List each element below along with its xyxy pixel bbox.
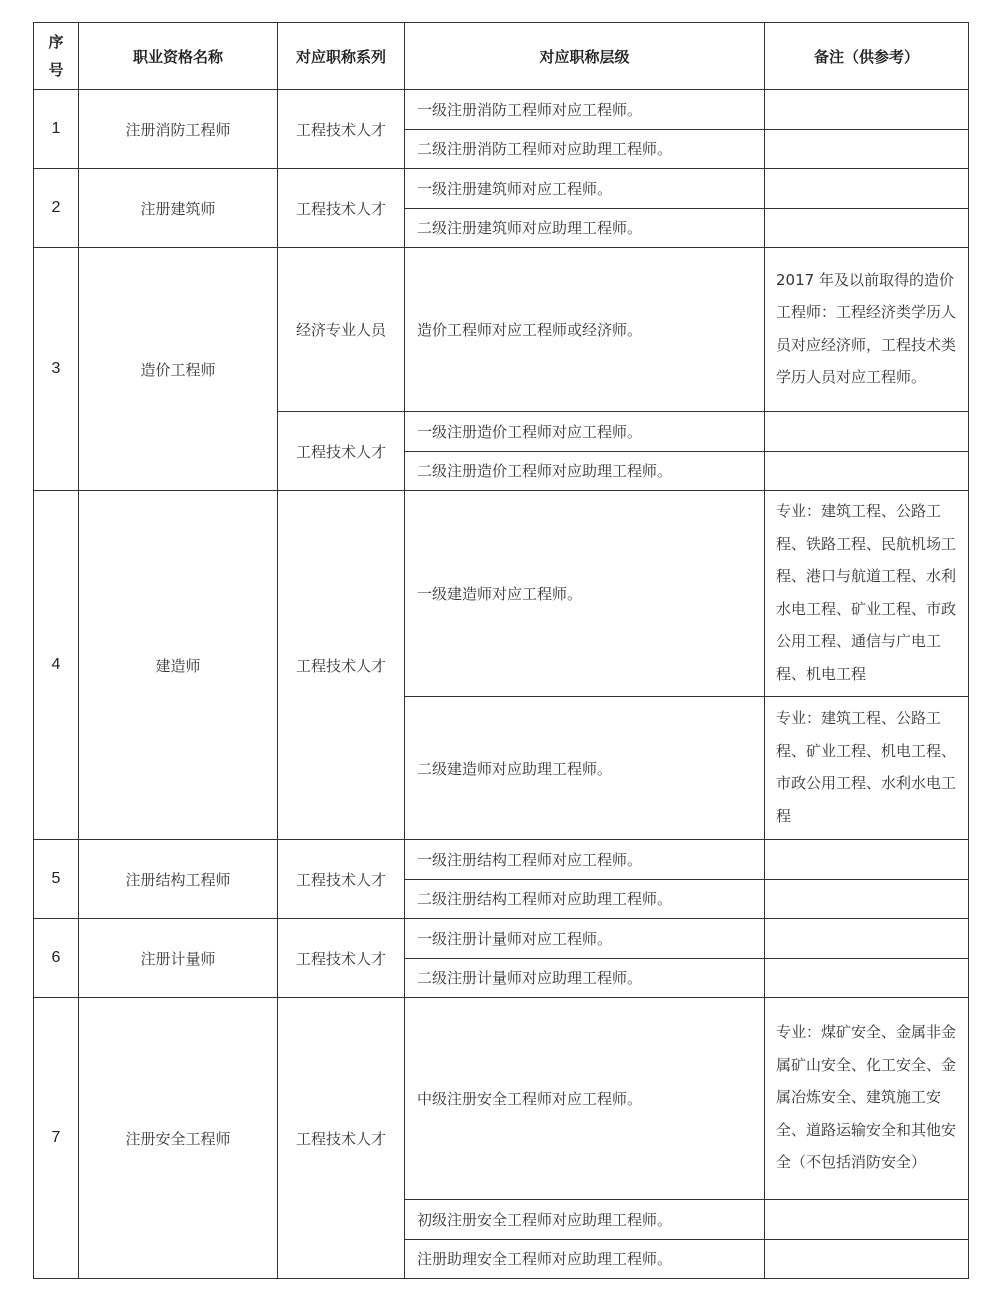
row-level: 一级注册造价工程师对应工程师。: [405, 412, 765, 452]
row-seq: 3: [34, 248, 79, 491]
row-name: 注册计量师: [79, 919, 278, 998]
row-note: [765, 919, 969, 959]
header-note: 备注（供参考）: [765, 23, 969, 90]
row-note: [765, 169, 969, 209]
row-level: 二级注册造价工程师对应助理工程师。: [405, 451, 765, 491]
qualification-table: [33, 22, 969, 1279]
row-level: 二级建造师对应助理工程师。: [405, 697, 765, 840]
row-seq: 7: [34, 998, 79, 1279]
row-series: 工程技术人才: [278, 90, 405, 169]
row-note: [765, 879, 969, 919]
table-row: [34, 248, 969, 412]
row-note: 专业：建筑工程、公路工程、矿业工程、机电工程、市政公用工程、水利水电工程: [765, 697, 969, 840]
row-level: 一级建造师对应工程师。: [405, 491, 765, 697]
row-level: 二级注册计量师对应助理工程师。: [405, 958, 765, 998]
row-note: [765, 208, 969, 248]
row-level: 一级注册计量师对应工程师。: [405, 919, 765, 959]
row-seq: 5: [34, 840, 79, 919]
row-series: 工程技术人才: [278, 998, 405, 1279]
row-seq: 6: [34, 919, 79, 998]
table-row: [34, 840, 969, 880]
table-row: [34, 169, 969, 209]
row-series: 经济专业人员: [278, 248, 405, 412]
row-seq: 2: [34, 169, 79, 248]
row-level: 初级注册安全工程师对应助理工程师。: [405, 1200, 765, 1240]
header-seq: 序号: [34, 23, 79, 90]
row-seq: 1: [34, 90, 79, 169]
row-level: 一级注册消防工程师对应工程师。: [405, 90, 765, 130]
row-note: [765, 412, 969, 452]
row-level: 二级注册消防工程师对应助理工程师。: [405, 129, 765, 169]
row-series: 工程技术人才: [278, 491, 405, 840]
row-level: 注册助理安全工程师对应助理工程师。: [405, 1239, 765, 1279]
table-header-row: [34, 23, 969, 90]
row-name: 注册建筑师: [79, 169, 278, 248]
row-name: 注册安全工程师: [79, 998, 278, 1279]
row-seq: 4: [34, 491, 79, 840]
row-name: 建造师: [79, 491, 278, 840]
header-name: 职业资格名称: [79, 23, 278, 90]
table-row: [34, 998, 969, 1200]
table-row: [34, 90, 969, 130]
row-series: 工程技术人才: [278, 919, 405, 998]
row-level: 一级注册建筑师对应工程师。: [405, 169, 765, 209]
row-note: 专业：煤矿安全、金属非金属矿山安全、化工安全、金属冶炼安全、建筑施工安全、道路运输安全和其他安全（不包括消防安全）: [765, 998, 969, 1200]
row-name: 造价工程师: [79, 248, 278, 491]
row-level: 中级注册安全工程师对应工程师。: [405, 998, 765, 1200]
row-note: [765, 1239, 969, 1279]
row-name: 注册消防工程师: [79, 90, 278, 169]
row-note: [765, 958, 969, 998]
row-note: [765, 840, 969, 880]
row-series: 工程技术人才: [278, 840, 405, 919]
row-note: 专业：建筑工程、公路工程、铁路工程、民航机场工程、港口与航道工程、水利水电工程、矿业工程、市政公用工程、通信与广电工程、机电工程: [765, 491, 969, 697]
row-note: [765, 129, 969, 169]
row-level: 一级注册结构工程师对应工程师。: [405, 840, 765, 880]
header-level: 对应职称层级: [405, 23, 765, 90]
row-series: 工程技术人才: [278, 412, 405, 491]
row-level: 二级注册结构工程师对应助理工程师。: [405, 879, 765, 919]
row-note: [765, 1200, 969, 1240]
row-series: 工程技术人才: [278, 169, 405, 248]
row-name: 注册结构工程师: [79, 840, 278, 919]
table-row: [34, 919, 969, 959]
header-series: 对应职称系列: [278, 23, 405, 90]
row-level: 造价工程师对应工程师或经济师。: [405, 248, 765, 412]
row-note: [765, 451, 969, 491]
table-row: [34, 491, 969, 697]
row-note: [765, 90, 969, 130]
row-level: 二级注册建筑师对应助理工程师。: [405, 208, 765, 248]
row-note: 2017 年及以前取得的造价工程师：工程经济类学历人员对应经济师，工程技术类学历人员对应工程师。: [765, 248, 969, 412]
